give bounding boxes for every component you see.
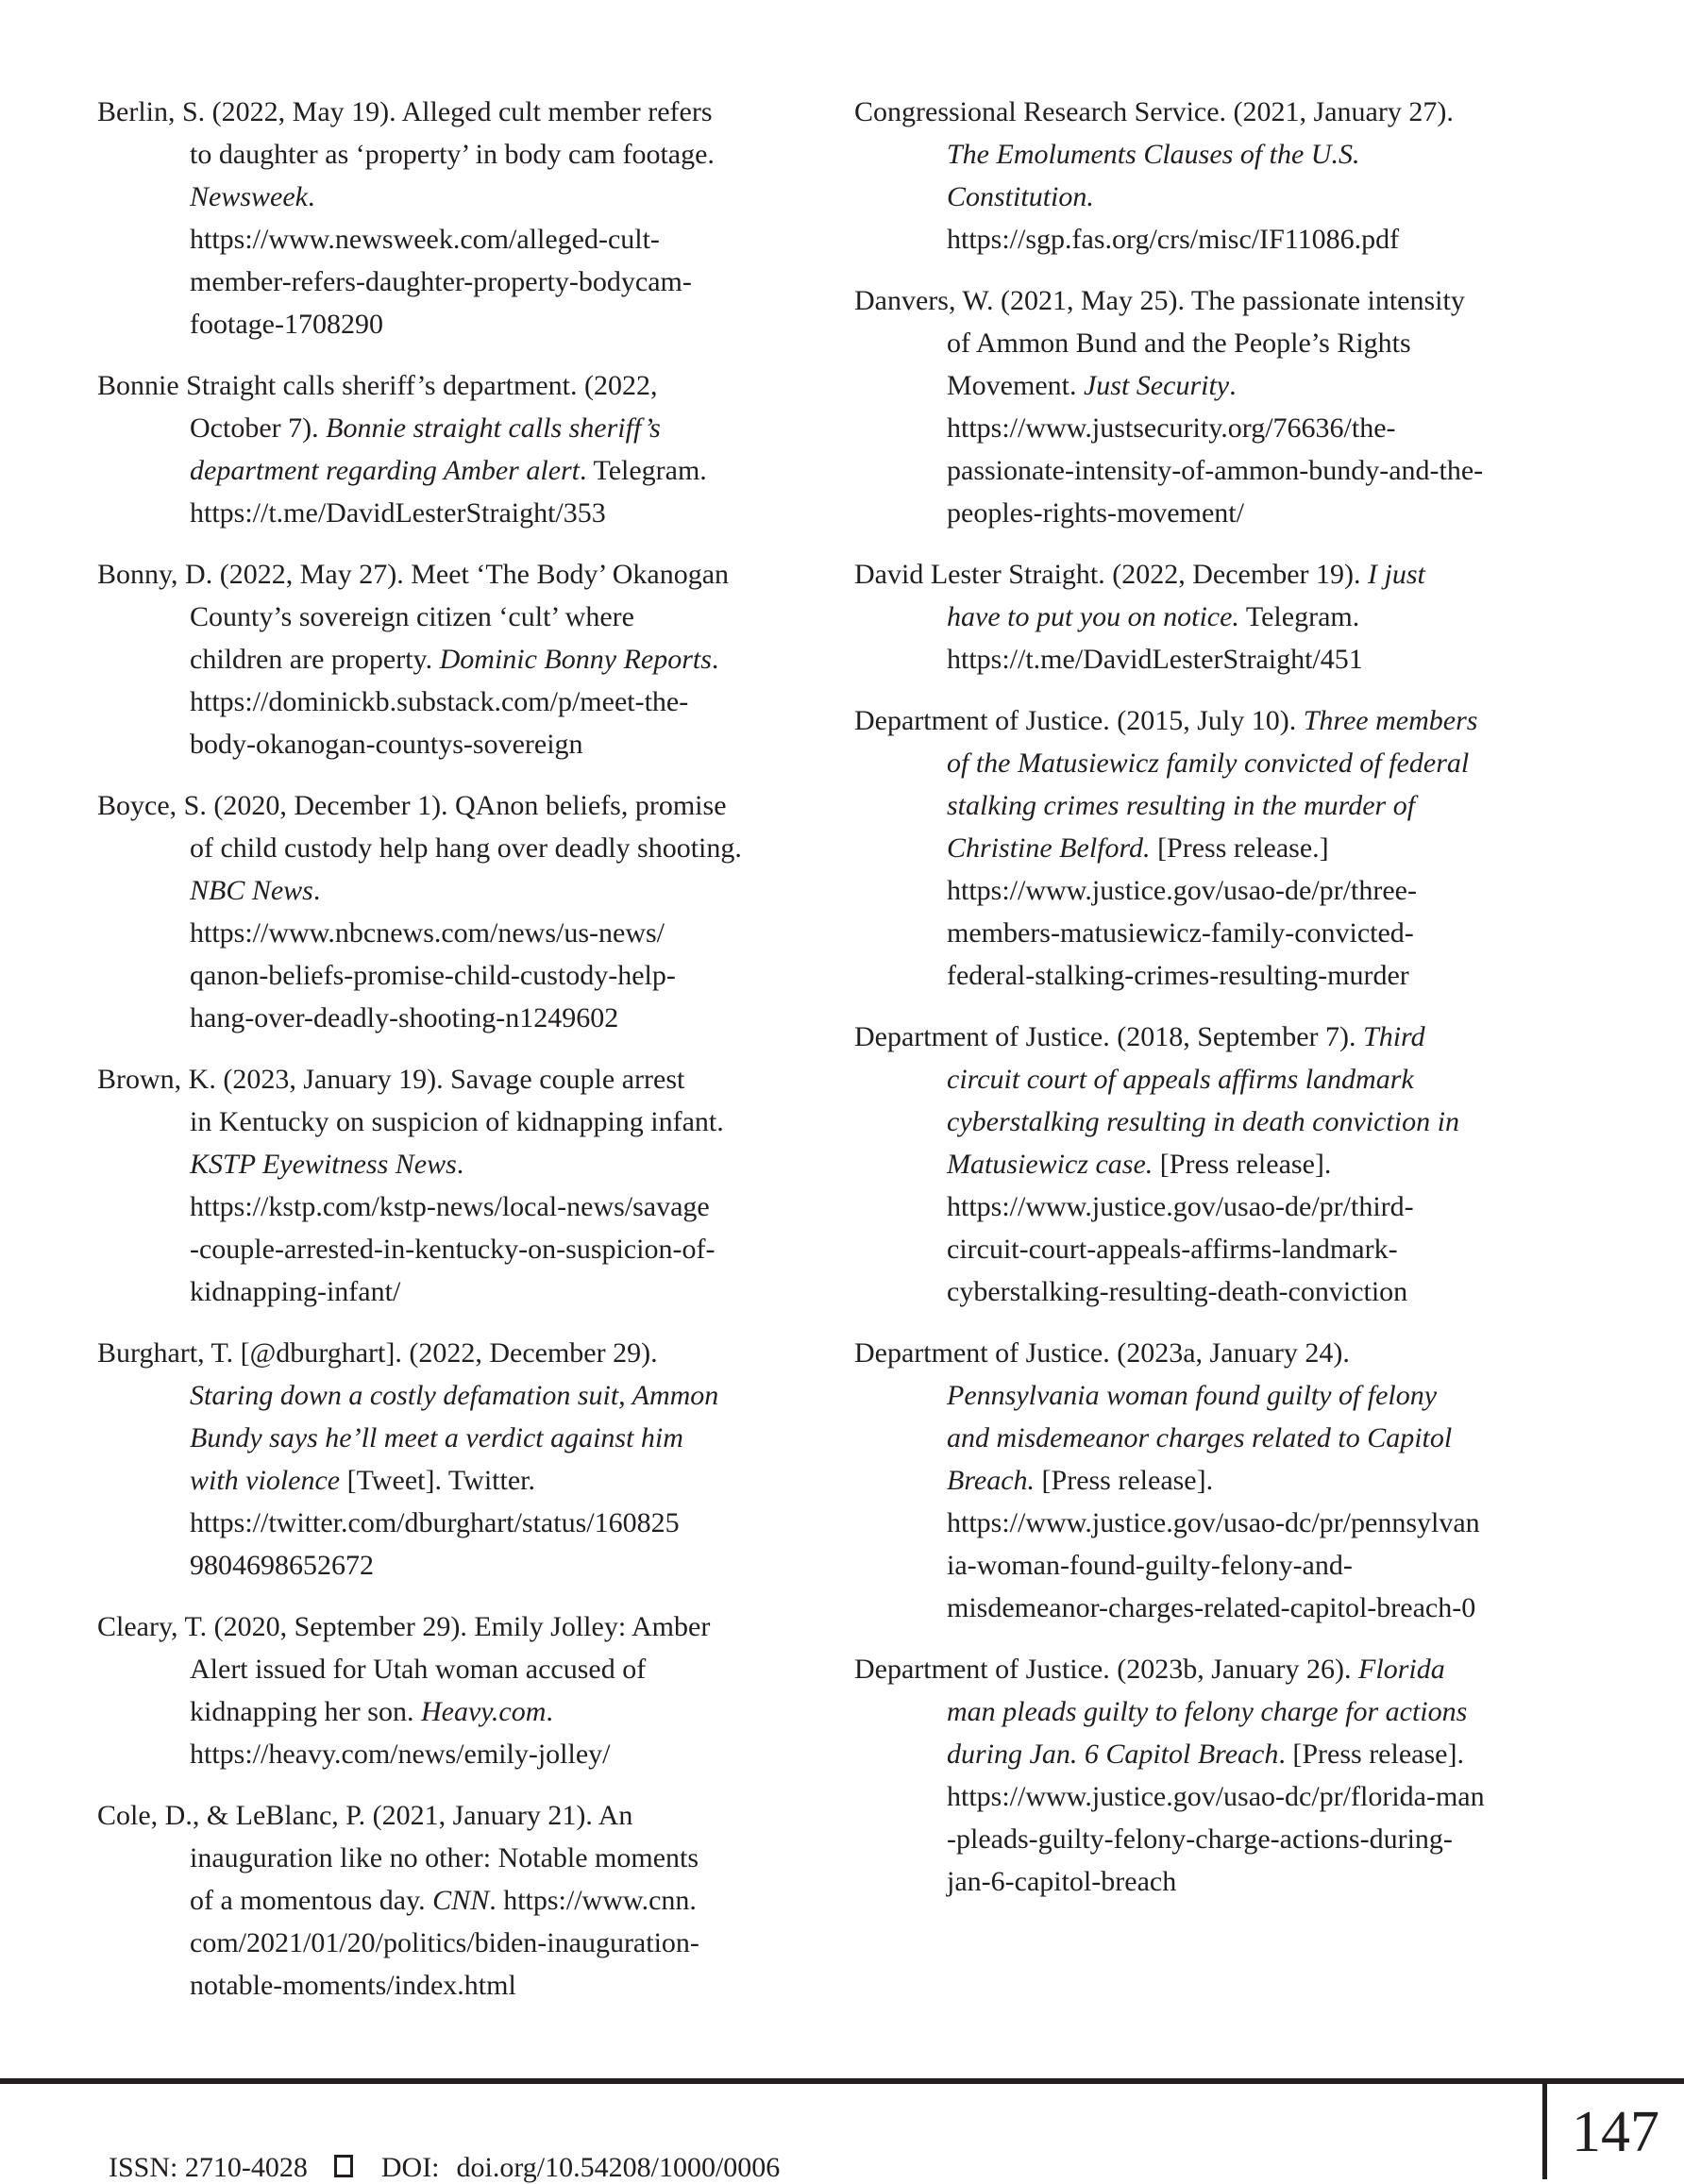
reference-line: hang-over-deadly-shooting-n1249602: [190, 1002, 619, 1033]
reference-line: Burghart, T. [@dburghart]. (2022, December 29).: [97, 1337, 658, 1369]
reference-entry: [854, 699, 1628, 997]
reference-line: https://t.me/DavidLesterStraight/451: [947, 644, 1363, 675]
reference-line: https://dominickb.substack.com/p/meet-the-: [190, 686, 689, 717]
reference-line: federal-stalking-crimes-resulting-murder: [947, 960, 1409, 991]
reference-line: NBC News.: [190, 875, 321, 906]
reference-line: of a momentous day. CNN. https://www.cnn.: [190, 1885, 697, 1916]
reference-line: October 7). Bonnie straight calls sheriff’s: [190, 412, 661, 444]
reference-line: https://kstp.com/kstp-news/local-news/savage: [190, 1191, 710, 1222]
reference-entry: [97, 784, 854, 1039]
reference-entry: [97, 1794, 854, 2007]
reference-line: circuit court of appeals affirms landmark: [947, 1064, 1414, 1095]
reference-line: of the Matusiewicz family convicted of federal: [947, 748, 1470, 779]
open-square-icon: [334, 2155, 353, 2177]
reference-line: Staring down a costly defamation suit, Ammon: [190, 1380, 719, 1411]
reference-line: The Emoluments Clauses of the U.S.: [947, 139, 1360, 170]
reference-line: peoples-rights-movement/: [947, 497, 1244, 529]
reference-line: https://www.justice.gov/usao-de/pr/third-: [947, 1191, 1414, 1222]
reference-line: Breach. [Press release].: [947, 1465, 1214, 1496]
reference-line: ia-woman-found-guilty-felony-and-: [947, 1550, 1353, 1581]
reference-entry: [97, 91, 854, 345]
reference-line: misdemeanor-charges-related-capitol-breach-0: [947, 1592, 1476, 1623]
reference-line: KSTP Eyewitness News.: [190, 1149, 464, 1180]
reference-entry: [854, 91, 1628, 260]
reference-line: have to put you on notice. Telegram.: [947, 601, 1360, 632]
reference-entry: [854, 1016, 1628, 1313]
reference-line: Constitution.: [947, 181, 1094, 212]
reference-line: Pennsylvania woman found guilty of felony: [947, 1380, 1438, 1411]
reference-line: Movement. Just Security.: [947, 370, 1237, 401]
reference-line: Department of Justice. (2023b, January 26). Florida: [854, 1654, 1445, 1685]
reference-line: -couple-arrested-in-kentucky-on-suspicion-of-: [190, 1234, 716, 1265]
reference-line: Department of Justice. (2018, September 7). Third: [854, 1021, 1425, 1052]
reference-entry: [854, 1332, 1628, 1629]
footer: [94, 2120, 780, 2184]
reference-line: https://heavy.com/news/emily-jolley/: [190, 1739, 611, 1770]
reference-line: https://www.justice.gov/usao-dc/pr/florida-man: [947, 1781, 1485, 1812]
doi-label: DOI:: [380, 2152, 440, 2183]
reference-line: Department of Justice. (2023a, January 24).: [854, 1337, 1350, 1369]
reference-line: https://www.justsecurity.org/76636/the-: [947, 412, 1396, 444]
doi-value: doi.org/10.54208/1000/0006: [456, 2152, 781, 2183]
reference-line: kidnapping her son. Heavy.com.: [190, 1696, 553, 1727]
reference-line: man pleads guilty to felony charge for actions: [947, 1696, 1468, 1727]
reference-line: and misdemeanor charges related to Capitol: [947, 1422, 1453, 1453]
reference-entry: [97, 1332, 854, 1587]
reference-line: County’s sovereign citizen ‘cult’ where: [190, 601, 634, 632]
reference-line: 9804698652672: [190, 1550, 374, 1581]
reference-line: stalking crimes resulting in the murder of: [947, 790, 1416, 821]
reference-entry: [97, 553, 854, 765]
reference-line: https://sgp.fas.org/crs/misc/IF11086.pdf: [947, 224, 1400, 255]
reference-line: https://twitter.com/dburghart/status/160825: [190, 1507, 680, 1538]
reference-line: Brown, K. (2023, January 19). Savage couple arrest: [97, 1064, 685, 1095]
reference-line: footage-1708290: [190, 309, 383, 340]
reference-entry: [854, 1648, 1628, 1903]
reference-line: Bundy says he’ll meet a verdict against him: [190, 1422, 683, 1453]
reference-line: members-matusiewicz-family-convicted-: [947, 917, 1414, 949]
reference-line: jan-6-capitol-breach: [947, 1866, 1177, 1897]
reference-entry: [97, 1058, 854, 1313]
reference-line: Bonnie Straight calls sheriff’s department. (2022,: [97, 370, 658, 401]
references-column-left: [97, 91, 854, 2025]
reference-line: of Ammon Bund and the People’s Rights: [947, 328, 1411, 359]
reference-line: Congressional Research Service. (2021, January 27).: [854, 96, 1454, 127]
reference-line: to daughter as ‘property’ in body cam footage.: [190, 139, 715, 170]
reference-line: passionate-intensity-of-ammon-bundy-and-the-: [947, 455, 1484, 486]
reference-line: Danvers, W. (2021, May 25). The passionate intensity: [854, 285, 1465, 316]
reference-line: kidnapping-infant/: [190, 1276, 401, 1307]
reference-line: Cole, D., & LeBlanc, P. (2021, January 21). An: [97, 1800, 633, 1831]
reference-line: https://www.newsweek.com/alleged-cult-: [190, 224, 660, 255]
reference-line: body-okanogan-countys-sovereign: [190, 729, 583, 760]
reference-line: https://www.justice.gov/usao-dc/pr/pennsylvan: [947, 1507, 1480, 1538]
reference-entry: [854, 279, 1628, 534]
references-column-right: [854, 91, 1628, 2025]
page-number: 147: [1572, 2100, 1659, 2164]
reference-line: with violence [Tweet]. Twitter.: [190, 1465, 535, 1496]
reference-line: cyberstalking-resulting-death-conviction: [947, 1276, 1408, 1307]
reference-line: during Jan. 6 Capitol Breach. [Press release].: [947, 1739, 1464, 1770]
issn-label: ISSN: 2710-4028: [109, 2152, 308, 2183]
reference-line: Boyce, S. (2020, December 1). QAnon beliefs, promise: [97, 790, 727, 821]
reference-entry: [854, 553, 1628, 680]
references-section: [97, 91, 1628, 2025]
reference-line: Department of Justice. (2015, July 10). Three members: [854, 705, 1478, 736]
reference-entry: [97, 364, 854, 534]
reference-line: https://t.me/DavidLesterStraight/353: [190, 497, 606, 529]
reference-line: com/2021/01/20/politics/biden-inauguration-: [190, 1927, 699, 1958]
reference-line: inauguration like no other: Notable moments: [190, 1842, 699, 1873]
reference-line: -pleads-guilty-felony-charge-actions-during-: [947, 1823, 1453, 1855]
reference-line: Berlin, S. (2022, May 19). Alleged cult member refers: [97, 96, 713, 127]
reference-line: qanon-beliefs-promise-child-custody-help-: [190, 960, 676, 991]
footer-divider-rule: [0, 2078, 1684, 2084]
reference-line: https://www.nbcnews.com/news/us-news/: [190, 917, 665, 949]
reference-line: of child custody help hang over deadly shooting.: [190, 832, 742, 864]
reference-line: Alert issued for Utah woman accused of: [190, 1654, 647, 1685]
reference-line: https://www.justice.gov/usao-de/pr/three-: [947, 875, 1417, 906]
reference-line: notable-moments/index.html: [190, 1970, 516, 2001]
reference-line: department regarding Amber alert. Telegram.: [190, 455, 707, 486]
reference-line: Matusiewicz case. [Press release].: [947, 1149, 1332, 1180]
reference-line: Bonny, D. (2022, May 27). Meet ‘The Body’ Okanogan: [97, 559, 730, 590]
reference-line: circuit-court-appeals-affirms-landmark-: [947, 1234, 1398, 1265]
reference-line: cyberstalking resulting in death conviction in: [947, 1106, 1459, 1137]
reference-line: in Kentucky on suspicion of kidnapping infant.: [190, 1106, 724, 1137]
reference-entry: [97, 1605, 854, 1775]
reference-line: David Lester Straight. (2022, December 19). I just: [854, 559, 1425, 590]
reference-line: member-refers-daughter-property-bodycam-: [190, 266, 692, 297]
reference-line: Newsweek.: [190, 181, 315, 212]
reference-line: children are property. Dominic Bonny Reports.: [190, 644, 719, 675]
reference-line: Cleary, T. (2020, September 29). Emily Jolley: Amber: [97, 1611, 711, 1642]
reference-line: Christine Belford. [Press release.]: [947, 832, 1329, 864]
